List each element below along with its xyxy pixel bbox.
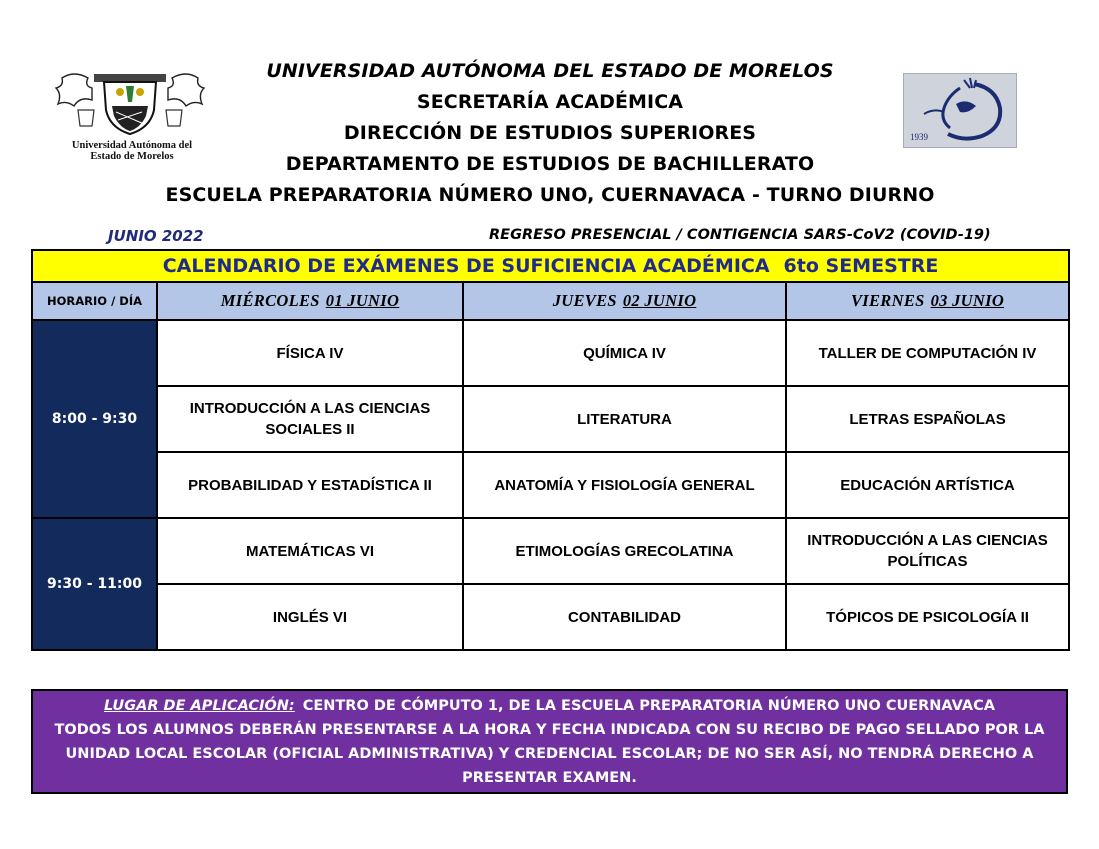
place-value: CENTRO DE CÓMPUTO 1, DE LA ESCUELA PREPARATORIA NÚMERO UNO CUERNAVACA bbox=[302, 698, 995, 714]
schedule-header: HORARIO / DÍA bbox=[32, 282, 157, 320]
day-name: MIÉRCOLES bbox=[220, 291, 320, 310]
exam-cell: QUÍMICA IV bbox=[463, 320, 786, 386]
instructions-text: TODOS LOS ALUMNOS DEBERÁN PRESENTARSE A LA HORA Y FECHA INDICADA CON SU RECIBO DE PAGO SELLADO POR LA UNIDAD LOCAL ESCOLAR (OFICIAL ADMINISTRATIVA) Y CREDENCIAL ESCOLAR; DE NO SER ASÍ, NO TENDRÁ DERECHO A PRESENTAR EXAMEN. bbox=[54, 722, 1045, 786]
exam-calendar-table bbox=[31, 249, 1070, 651]
day-header-friday bbox=[786, 282, 1069, 320]
table-row bbox=[32, 452, 1069, 518]
exam-cell: CONTABILIDAD bbox=[463, 584, 786, 650]
exam-cell: PROBABILIDAD Y ESTADÍSTICA II bbox=[157, 452, 463, 518]
direccion-title: DIRECCIÓN DE ESTUDIOS SUPERIORES bbox=[343, 122, 757, 144]
table-row bbox=[32, 386, 1069, 452]
logo-year: 1939 bbox=[910, 132, 928, 142]
exam-cell: TÓPICOS DE PSICOLOGÍA II bbox=[786, 584, 1069, 650]
day-header-wednesday bbox=[157, 282, 463, 320]
calendar-title-bar bbox=[32, 250, 1069, 282]
logo-caption-line2: Estado de Morelos bbox=[90, 151, 174, 162]
day-name: VIERNES bbox=[850, 291, 925, 310]
day-name: JUEVES bbox=[552, 291, 617, 310]
exam-cell: MATEMÁTICAS VI bbox=[157, 518, 463, 584]
place-label: LUGAR DE APLICACIÓN: bbox=[103, 698, 295, 714]
time-slot-1: 8:00 - 9:30 bbox=[32, 320, 157, 518]
table-row bbox=[32, 584, 1069, 650]
day-date: 03 JUNIO bbox=[930, 291, 1005, 310]
day-date: 02 JUNIO bbox=[622, 291, 697, 310]
table-row bbox=[32, 320, 1069, 386]
exam-cell: INTRODUCCIÓN A LAS CIENCIAS POLÍTICAS bbox=[786, 518, 1069, 584]
logo-caption-line1: Universidad Autónoma del bbox=[71, 140, 193, 151]
exam-cell: TALLER DE COMPUTACIÓN IV bbox=[786, 320, 1069, 386]
exam-cell: INGLÉS VI bbox=[157, 584, 463, 650]
exam-cell: ETIMOLOGÍAS GRECOLATINA bbox=[463, 518, 786, 584]
exam-cell: LITERATURA bbox=[463, 386, 786, 452]
application-notice bbox=[31, 689, 1068, 794]
exam-cell: ANATOMÍA Y FISIOLOGÍA GENERAL bbox=[463, 452, 786, 518]
semester-label: 6to SEMESTRE bbox=[783, 255, 939, 277]
university-title: UNIVERSIDAD AUTÓNOMA DEL ESTADO DE MORELOS bbox=[266, 60, 834, 82]
exam-cell: FÍSICA IV bbox=[157, 320, 463, 386]
exam-cell: EDUCACIÓN ARTÍSTICA bbox=[786, 452, 1069, 518]
exam-cell: INTRODUCCIÓN A LAS CIENCIAS SOCIALES II bbox=[157, 386, 463, 452]
contingency-note: REGRESO PRESENCIAL / CONTIGENCIA SARS-CoV2 (COVID-19) bbox=[489, 227, 991, 243]
escuela-title: ESCUELA PREPARATORIA NÚMERO UNO, CUERNAVACA - TURNO DIURNO bbox=[165, 184, 935, 206]
secretaria-title: SECRETARÍA ACADÉMICA bbox=[416, 91, 684, 113]
calendar-title: CALENDARIO DE EXÁMENES DE SUFICIENCIA ACADÉMICA bbox=[162, 255, 770, 277]
month-label: JUNIO 2022 bbox=[108, 227, 204, 245]
table-row bbox=[32, 518, 1069, 584]
time-slot-2: 9:30 - 11:00 bbox=[32, 518, 157, 650]
exam-cell: LETRAS ESPAÑOLAS bbox=[786, 386, 1069, 452]
day-date: 01 JUNIO bbox=[325, 291, 400, 310]
departamento-title: DEPARTAMENTO DE ESTUDIOS DE BACHILLERATO bbox=[285, 153, 815, 175]
day-header-thursday bbox=[463, 282, 786, 320]
